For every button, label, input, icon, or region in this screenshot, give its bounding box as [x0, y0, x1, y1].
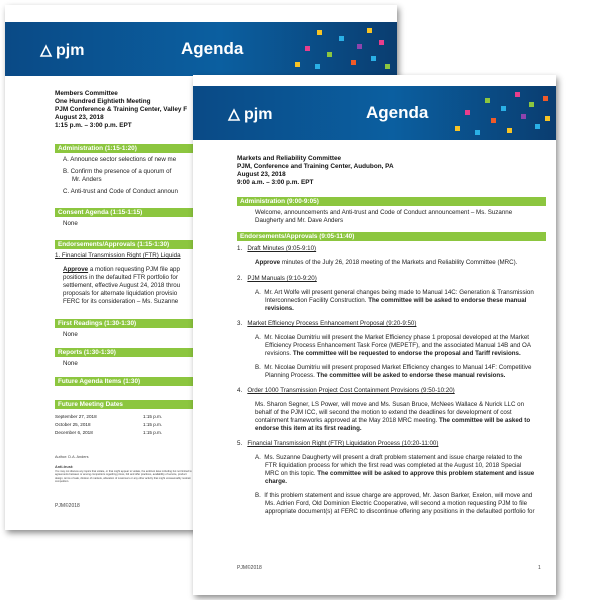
pjm-logo-icon	[39, 44, 53, 58]
approve-word: Approve	[255, 259, 281, 266]
date: September 27, 2018	[55, 414, 97, 419]
item-3-a-line-1: A. Mr. Nicolae Dumitriu will present the Market Efficiency phase 1 proposal developed at the Market	[255, 334, 529, 341]
item-2-title-text: PJM Manuals (9:10-9:20)	[247, 275, 317, 282]
meeting-time: 9:00 a.m. – 3:00 p.m. EPT	[237, 179, 314, 186]
admin-item-b-cont: Mr. Anders	[72, 176, 102, 183]
text: MRC on this topic.	[265, 470, 316, 477]
back-banner	[5, 22, 397, 76]
item-5-b-line-3: appropriate document(s) at FERC to discontinue offering any positions in the defaulted portfolio for	[265, 508, 535, 515]
text: revisions.	[265, 350, 292, 357]
meeting-number: One Hundred Eightieth Meeting	[55, 98, 151, 105]
endorse-item-1-title: 1. Financial Transmission Right (FTR) Liquida	[55, 252, 181, 259]
meeting-date: August 23, 2018	[237, 171, 286, 178]
item-2-a-line-2	[265, 297, 526, 305]
item-5-b-line-2: Ms. Adrien Ford, Old Dominion Electric Cooperative, will second a motion requesting PJM to file	[265, 500, 528, 507]
section-endorsements: Endorsements/Approvals (9:05-11:40)	[237, 232, 546, 241]
front-agenda-page	[193, 75, 556, 595]
logo-text: pjm	[244, 106, 273, 123]
item-3-b-line-2	[265, 372, 505, 380]
item-1-title-text: Draft Minutes (9:05-9:10)	[247, 245, 317, 252]
text: Mr. Nicolae Dumitriu will present the Market Efficiency phase 1 proposal developed at the Market	[264, 334, 529, 341]
pjm-logo	[227, 106, 272, 124]
reports-none: None	[63, 360, 78, 367]
admin-line-1: Welcome, announcements and Anti-trust and Code of Conduct announcement – Ms. Suzanne	[255, 209, 513, 216]
item-2-a-line-3	[265, 305, 294, 313]
bold-text: The committee will be requested to endorse the proposal and Tariff revisions.	[291, 350, 521, 357]
item-2-title: 2. PJM Manuals (9:10-9:20)	[237, 275, 317, 282]
section-reports: Reports (1:30-1:30)	[55, 348, 198, 357]
bold-text: endorse this item at its first reading.	[255, 425, 362, 432]
front-banner	[193, 86, 556, 140]
text: Ms. Suzanne Daugherty will present a draft problem statement and issue charge related to the	[264, 454, 523, 461]
antitrust-text: You may not discuss any topics that violate, or that might appear to violate, the antitrust laws including but not limited to agreements between or among competitors regarding prices, bid and offer practices, availability of service, product design, terms of sale, division of markets, allocation of customers or any other activity that might unreasonably restrain competition.	[55, 470, 192, 484]
admin-item-c: C. Anti-trust and Code of Conduct announ	[63, 188, 178, 195]
endorse-line-5: FERC for its consideration – Ms. Suzanne	[63, 298, 179, 305]
date-row	[55, 421, 162, 429]
p1-rest: a motion requesting PJM file app	[88, 266, 180, 273]
pjm-logo-icon	[227, 108, 241, 122]
item-4-line-3	[255, 417, 530, 425]
date: October 25, 2018	[55, 422, 91, 427]
time: 1:15 p.m.	[143, 414, 163, 419]
section-endorsements: Endorsements/Approvals (1:15-1:30)	[55, 240, 198, 249]
item-5-b-line-1: B. If this problem statement and issue charge are approved, Mr. Jason Barker, Exelon, will move and	[255, 492, 533, 499]
endorse-line-2: positions in the defaulted FTR portfolio for	[63, 274, 178, 281]
section-future-agenda-items: Future Agenda Items (1:30)	[55, 377, 198, 386]
item-4-line-4	[255, 425, 362, 433]
item-2-a-line-1: A. Mr. Art Wolfe will present general changes being made to Manual 14C: Generation & Transmission	[255, 289, 534, 296]
footer-code: PJM©2018	[55, 503, 80, 509]
date-row	[55, 429, 162, 437]
section-consent-agenda: Consent Agenda (1:15-1:15)	[55, 208, 198, 217]
item-3-title-text: Market Efficiency Process Enhancement Proposal (9:20-9:50)	[247, 320, 417, 327]
text: Interconnection Facility Construction.	[265, 297, 367, 304]
item-4-title: 4. Order 1000 Transmission Project Cost Containment Provisions (9:50-10:20)	[237, 387, 455, 394]
text: Planning Process.	[265, 372, 315, 379]
endorse-line-3: settlement, effective August 24, 2018 throu	[63, 282, 181, 289]
item-1-text	[255, 259, 517, 267]
meeting-location: PJM Conference & Training Center, Valley F	[55, 106, 188, 113]
item-5-a-line-3	[265, 470, 534, 478]
section-administration: Administration (9:00-9:05)	[237, 197, 546, 206]
back-meeting-info	[55, 90, 187, 130]
meeting-name: Markets and Reliability Committee	[237, 155, 342, 162]
section-future-meeting-dates: Future Meeting Dates	[55, 400, 198, 409]
item-1-title: 1. Draft Minutes (9:05-9:10)	[237, 245, 317, 252]
date-row	[55, 413, 162, 421]
future-dates-list	[55, 413, 162, 437]
date: December 6, 2018	[55, 430, 93, 435]
meeting-location: PJM, Conference and Training Center, Audubon, PA	[237, 163, 394, 170]
admin-line-2: Daugherty and Mr. Dave Anders	[255, 217, 344, 224]
meeting-name: Members Committee	[55, 90, 118, 97]
item-4-line-2: behalf of the PJM ICC, will second the motion to extend the deadlines for development of cost	[255, 409, 512, 416]
item-5-a-line-4	[265, 478, 287, 486]
admin-item-a: A. Announce sector selections of new me	[63, 156, 177, 163]
text: Mr. Art Wolfe will present general changes being made to Manual 14C: Generation & Transmission	[264, 289, 534, 296]
meeting-date: August 23, 2018	[55, 114, 104, 121]
approve-word: Approve	[63, 266, 89, 273]
bold-text: The committee will be asked to endorse these manual	[366, 297, 527, 304]
banner-title: Agenda	[181, 39, 244, 58]
item-3-a-line-2: Efficiency Process Enhancement Task Force (MEPETF), and the associated Manual 14B and OA	[265, 342, 531, 349]
section-administration: Administration (1:15-1:20)	[55, 144, 198, 153]
time: 1:15 p.m.	[143, 430, 163, 435]
item-5-title-text: Financial Transmission Right (FTR) Liquidation Process (10:20-11:00)	[247, 440, 439, 447]
section-first-readings: First Readings (1:30-1:30)	[55, 319, 198, 328]
text: containment frameworks approved at the May 2018 MRC meeting.	[255, 417, 438, 424]
text: Mr. Nicolae Dumitriu will present proposed Market Efficiency changes to Manual 14F: Competitive	[264, 364, 532, 371]
bold-text: The committee will be asked to endorse these manual revisions.	[314, 372, 506, 379]
bold-text: The committee will be asked to approve this problem statement and issue	[315, 470, 535, 477]
pjm-logo	[39, 42, 84, 60]
bold-text: The committee will be asked to	[437, 417, 531, 424]
banner-title: Agenda	[366, 103, 429, 122]
meeting-time: 1:15 p.m. – 3:00 p.m. EPT	[55, 122, 132, 129]
logo-text: pjm	[56, 42, 85, 59]
item-1-rest: minutes of the July 26, 2018 meeting of the Markets and Reliability Committee (MRC).	[280, 259, 518, 266]
bold-text: revisions.	[265, 305, 294, 312]
first-readings-none: None	[63, 331, 78, 338]
item-5-title: 5. Financial Transmission Right (FTR) Liquidation Process (10:20-11:00)	[237, 440, 439, 447]
item-3-title: 3. Market Efficiency Process Enhancement Proposal (9:20-9:50)	[237, 320, 417, 327]
item-5-a-line-1: A. Ms. Suzanne Daugherty will present a draft problem statement and issue charge related to the	[255, 454, 523, 461]
item-3-a-line-3	[265, 350, 521, 358]
text: If this problem statement and issue charge are approved, Mr. Jason Barker, Exelon, will move and	[264, 492, 533, 499]
front-meeting-info	[237, 155, 394, 187]
antitrust-label: Anti-trust:	[55, 465, 74, 469]
admin-item-b: B. Confirm the presence of a quorum of	[63, 168, 172, 175]
footer-code: PJM©2018	[237, 565, 262, 571]
item-5-a-line-2: FTR liquidation process for which the first read was completed at the August 10, 2018 Special	[265, 462, 522, 469]
page-number: 1	[538, 565, 541, 571]
item-3-b-line-1: B. Mr. Nicolae Dumitriu will present proposed Market Efficiency changes to Manual 14F: Competitive	[255, 364, 532, 371]
endorse-item-1-text	[63, 266, 180, 274]
bold-text: charge.	[265, 478, 288, 485]
author-line: Author: D.A. Anders	[55, 455, 89, 459]
consent-none: None	[63, 220, 78, 227]
endorse-line-4: proposals for alternate liquidation provisio	[63, 290, 178, 297]
time: 1:15 p.m.	[143, 422, 163, 427]
item-4-line-1: Ms. Sharon Segner, LS Power, will move and Ms. Susan Bruce, McNees Wallace & Nurick LLC on	[255, 401, 525, 408]
item-4-title-text: Order 1000 Transmission Project Cost Containment Provisions (9:50-10:20)	[247, 387, 455, 394]
